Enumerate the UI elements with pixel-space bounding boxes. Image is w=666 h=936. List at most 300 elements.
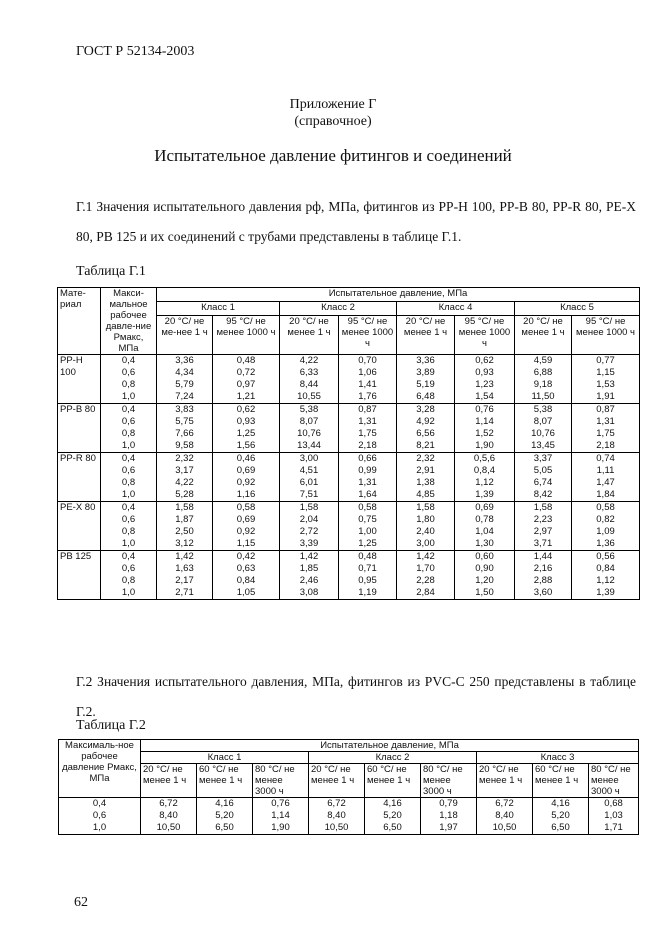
- condition-header: 60 °C/ не менее 1 ч: [365, 764, 421, 798]
- value-cell: [197, 798, 253, 835]
- cell-value: 6,74: [533, 477, 553, 488]
- cell-value: 0,66: [358, 453, 377, 464]
- value-cell: [280, 551, 339, 600]
- cell-value: 0,77: [596, 355, 615, 366]
- value-cell: [455, 551, 515, 600]
- cell-value: 1,21: [236, 391, 256, 402]
- cell-value: 0,87: [596, 404, 615, 415]
- cell-value: 1,64: [358, 489, 377, 500]
- cell-value: 1,58: [416, 502, 435, 513]
- cell-value: 0,4: [121, 502, 136, 513]
- value-cell: [253, 798, 309, 835]
- cell-value: 8,44: [299, 379, 319, 390]
- cell-value: 1,87: [175, 514, 194, 525]
- value-cell: [213, 453, 280, 502]
- material-header: Мате-риал: [58, 288, 101, 355]
- cell-value: 11,50: [531, 391, 555, 402]
- cell-value: 1,53: [596, 379, 615, 390]
- cell-value: 0,93: [236, 416, 256, 427]
- value-cell: [339, 502, 397, 551]
- value-cell: [397, 551, 455, 600]
- cell-value: 0,6: [121, 465, 136, 476]
- class-header: Класс 4: [397, 301, 515, 315]
- cell-value: 6,72: [327, 798, 346, 809]
- cell-value: 0,6: [121, 367, 136, 378]
- value-cell: [397, 453, 455, 502]
- cell-value: 1,31: [596, 416, 615, 427]
- cell-value: 8,07: [533, 416, 553, 427]
- cell-value: 0,92: [236, 526, 256, 537]
- document-code: ГОСТ Р 52134-2003: [76, 44, 195, 59]
- cell-value: 10,76: [297, 428, 321, 439]
- cell-value: 0,6: [92, 810, 107, 821]
- cell-value: 1,42: [416, 551, 435, 562]
- value-cell: [365, 798, 421, 835]
- material-cell: PP-R 80: [58, 453, 101, 502]
- value-cell: [455, 355, 515, 404]
- table-row: [58, 551, 640, 600]
- value-cell: [280, 502, 339, 551]
- cell-value: 1,90: [271, 822, 290, 833]
- class-header: Класс 3: [477, 752, 639, 764]
- cell-value: 1,97: [439, 822, 458, 833]
- cell-value: 1,39: [596, 587, 615, 598]
- cell-value: 0,58: [358, 502, 377, 513]
- value-cell: [572, 453, 640, 502]
- value-cell: [397, 502, 455, 551]
- value-cell: [515, 453, 572, 502]
- condition-header: 80 °C/ не менее 3000 ч: [421, 764, 477, 798]
- cell-value: 1,0: [92, 822, 107, 833]
- cell-value: 2,91: [416, 465, 435, 476]
- cell-value: 0,56: [596, 551, 615, 562]
- condition-header: 20 °C/ не менее 1 ч: [309, 764, 365, 798]
- cell-value: 3,60: [533, 587, 553, 598]
- value-cell: [477, 798, 533, 835]
- value-cell: [339, 355, 397, 404]
- cell-value: 1,30: [475, 538, 494, 549]
- cell-value: 0,97: [236, 379, 256, 390]
- cell-value: 0,69: [236, 465, 256, 476]
- cell-value: 3,37: [533, 453, 553, 464]
- condition-header: 95 °C/ не менее 1000 ч: [339, 315, 397, 354]
- condition-header: 95 °C/ не менее 1000 ч: [213, 315, 280, 354]
- cell-value: 0,74: [596, 453, 615, 464]
- cell-value: 0,78: [475, 514, 494, 525]
- value-cell: [455, 502, 515, 551]
- appendix-title: Приложение Г: [289, 97, 377, 112]
- cell-value: 8,42: [533, 489, 553, 500]
- cell-value: 0,69: [236, 514, 256, 525]
- cell-value: 3,28: [416, 404, 435, 415]
- cell-value: 2,88: [533, 575, 553, 586]
- value-cell: [589, 798, 639, 835]
- pmax-header: Макси-мальное рабочее давле-ние Рмакс, МПа: [101, 288, 157, 355]
- cell-value: 0,6: [121, 563, 136, 574]
- cell-value: 0,8: [121, 477, 136, 488]
- cell-value: 3,12: [175, 538, 194, 549]
- value-cell: [309, 798, 365, 835]
- cell-value: 2,32: [416, 453, 435, 464]
- cell-value: 1,75: [358, 428, 377, 439]
- cell-value: 6,50: [383, 822, 402, 833]
- cell-value: 0,4: [121, 453, 136, 464]
- cell-value: 10,50: [492, 822, 517, 833]
- value-cell: [515, 502, 572, 551]
- cell-value: 0,4: [121, 551, 136, 562]
- cell-value: 1,15: [236, 538, 256, 549]
- cell-value: 8,21: [416, 440, 435, 451]
- condition-header: 60 °C/ не менее 1 ч: [533, 764, 589, 798]
- value-cell: [339, 453, 397, 502]
- value-cell: [572, 502, 640, 551]
- cell-value: 1,52: [475, 428, 494, 439]
- cell-value: 8,40: [495, 810, 514, 821]
- cell-value: 6,01: [299, 477, 319, 488]
- cell-value: 1,20: [475, 575, 494, 586]
- value-cell: [280, 453, 339, 502]
- value-cell: [213, 502, 280, 551]
- condition-header: 20 °C/ не ме-нее 1 ч: [157, 315, 213, 354]
- cell-value: 3,89: [416, 367, 435, 378]
- value-cell: [572, 355, 640, 404]
- cell-value: 2,18: [358, 440, 377, 451]
- cell-value: 7,66: [175, 428, 194, 439]
- table-g1: [57, 287, 640, 600]
- cell-value: 3,00: [416, 538, 435, 549]
- cell-value: 0,58: [236, 502, 256, 513]
- cell-value: 5,20: [551, 810, 570, 821]
- condition-header: 20 °C/ не менее 1 ч: [477, 764, 533, 798]
- class-header: Класс 1: [157, 301, 280, 315]
- value-cell: [213, 551, 280, 600]
- condition-header: 95 °C/ не менее 1000 ч: [572, 315, 640, 354]
- cell-value: 5,20: [215, 810, 234, 821]
- cell-value: 1,12: [596, 575, 615, 586]
- cell-value: 13,44: [297, 440, 321, 451]
- table-row: [58, 404, 640, 453]
- cell-value: 1,0: [121, 538, 136, 549]
- cell-value: 0,84: [236, 575, 256, 586]
- cell-value: 1,18: [439, 810, 458, 821]
- table-row: [58, 502, 640, 551]
- cell-value: 7,51: [299, 489, 319, 500]
- cell-value: 13,45: [531, 440, 555, 451]
- value-cell: [280, 355, 339, 404]
- value-cell: [157, 551, 213, 600]
- cell-value: 0,8: [121, 379, 136, 390]
- cell-value: 5,28: [175, 489, 194, 500]
- cell-value: 1,25: [358, 538, 377, 549]
- cell-value: 10,50: [156, 822, 181, 833]
- material-cell: PP-B 80: [58, 404, 101, 453]
- cell-value: 1,14: [271, 810, 290, 821]
- value-cell: [397, 404, 455, 453]
- cell-value: 1,38: [416, 477, 435, 488]
- cell-value: 4,59: [533, 355, 553, 366]
- condition-header: 60 °C/ не менее 1 ч: [197, 764, 253, 798]
- cell-value: 3,71: [533, 538, 553, 549]
- cell-value: 2,23: [533, 514, 553, 525]
- cell-value: 8,40: [327, 810, 346, 821]
- value-cell: [339, 404, 397, 453]
- pmax-header: Максималь-ное рабочее давление Рмакс, МПа: [59, 740, 141, 798]
- cell-value: 6,50: [551, 822, 570, 833]
- value-cell: [157, 502, 213, 551]
- cell-value: 0,76: [475, 404, 494, 415]
- cell-value: 1,12: [475, 477, 494, 488]
- cell-value: 2,17: [175, 575, 194, 586]
- cell-value: 0,62: [236, 404, 256, 415]
- cell-value: 5,75: [175, 416, 194, 427]
- condition-header: 20 °C/ не менее 1 ч: [397, 315, 455, 354]
- cell-value: 0,93: [475, 367, 494, 378]
- value-cell: [339, 551, 397, 600]
- cell-value: 1,70: [416, 563, 435, 574]
- cell-value: 1,91: [596, 391, 615, 402]
- value-cell: [572, 404, 640, 453]
- cell-value: 0,84: [596, 563, 615, 574]
- cell-value: 5,19: [416, 379, 435, 390]
- cell-value: 2,72: [299, 526, 319, 537]
- cell-value: 1,31: [358, 416, 377, 427]
- cell-value: 3,39: [299, 538, 319, 549]
- cell-value: 2,97: [533, 526, 553, 537]
- cell-value: 1,41: [358, 379, 377, 390]
- cell-value: 1,44: [533, 551, 553, 562]
- test-pressure-header: Испытательное давление, МПа: [157, 288, 640, 302]
- cell-value: 0,8,4: [473, 465, 496, 476]
- cell-value: 4,16: [383, 798, 402, 809]
- value-cell: [572, 551, 640, 600]
- cell-value: 0,75: [358, 514, 377, 525]
- cell-value: 1,0: [121, 391, 136, 402]
- cell-value: 0,82: [596, 514, 615, 525]
- cell-value: 10,50: [324, 822, 349, 833]
- cell-value: 3,08: [299, 587, 319, 598]
- cell-value: 0,58: [596, 502, 615, 513]
- cell-value: 6,50: [215, 822, 234, 833]
- condition-header: 20 °C/ не менее 1 ч: [141, 764, 197, 798]
- cell-value: 2,28: [416, 575, 435, 586]
- value-cell: [141, 798, 197, 835]
- cell-value: 0,8: [121, 575, 136, 586]
- value-cell: [157, 355, 213, 404]
- cell-value: 4,51: [299, 465, 319, 476]
- cell-value: 1,85: [299, 563, 319, 574]
- cell-value: 10,76: [531, 428, 555, 439]
- class-header: Класс 5: [515, 301, 640, 315]
- appendix-subtitle: (справочное): [294, 114, 372, 129]
- cell-value: 0,92: [236, 477, 256, 488]
- table2-caption: Таблица Г.2: [76, 718, 146, 733]
- cell-value: 1,71: [604, 822, 623, 833]
- cell-value: 3,00: [299, 453, 319, 464]
- cell-value: 0,72: [236, 367, 256, 378]
- cell-value: 0,4: [121, 355, 136, 366]
- cell-value: 0,4: [121, 404, 136, 415]
- cell-value: 1,75: [596, 428, 615, 439]
- cell-value: 4,34: [175, 367, 194, 378]
- cell-value: 1,36: [596, 538, 615, 549]
- cell-value: 1,03: [604, 810, 623, 821]
- cell-value: 4,16: [215, 798, 234, 809]
- cell-value: 1,58: [175, 502, 194, 513]
- cell-value: 1,00: [358, 526, 377, 537]
- cell-value: 1,11: [596, 465, 615, 476]
- cell-value: 0,76: [271, 798, 290, 809]
- pmax-cell: [59, 798, 141, 835]
- cell-value: 1,58: [533, 502, 553, 513]
- appendix-heading: [0, 96, 666, 130]
- value-cell: [515, 551, 572, 600]
- cell-value: 1,0: [121, 489, 136, 500]
- cell-value: 2,84: [416, 587, 435, 598]
- value-cell: [455, 453, 515, 502]
- cell-value: 10,55: [297, 391, 321, 402]
- cell-value: 9,58: [175, 440, 194, 451]
- cell-value: 0,68: [604, 798, 623, 809]
- material-cell: PE-X 80: [58, 502, 101, 551]
- cell-value: 1,31: [358, 477, 377, 488]
- cell-value: 1,0: [121, 440, 136, 451]
- cell-value: 2,46: [299, 575, 319, 586]
- cell-value: 1,42: [299, 551, 319, 562]
- cell-value: 9,18: [533, 379, 553, 390]
- cell-value: 0,8: [121, 526, 136, 537]
- cell-value: 1,39: [475, 489, 494, 500]
- value-cell: [515, 355, 572, 404]
- cell-value: 0,48: [358, 551, 377, 562]
- cell-value: 1,14: [475, 416, 494, 427]
- cell-value: 6,56: [416, 428, 435, 439]
- cell-value: 0,69: [475, 502, 494, 513]
- cell-value: 4,92: [416, 416, 435, 427]
- cell-value: 5,20: [383, 810, 402, 821]
- cell-value: 0,95: [358, 575, 377, 586]
- cell-value: 6,33: [299, 367, 319, 378]
- value-cell: [397, 355, 455, 404]
- paragraph-g2: Г.2 Значения испытательного давления, МПа, фитингов из PVC-C 250 представлены в таблице Г.2.: [76, 674, 636, 719]
- cell-value: 1,54: [475, 391, 494, 402]
- cell-value: 3,36: [175, 355, 194, 366]
- cell-value: 0,6: [121, 416, 136, 427]
- pmax-cell: [101, 355, 157, 404]
- condition-header: 95 °C/ не менее 1000 ч: [455, 315, 515, 354]
- cell-value: 2,04: [299, 514, 319, 525]
- table-g2: [58, 739, 639, 835]
- cell-value: 1,56: [236, 440, 256, 451]
- cell-value: 2,40: [416, 526, 435, 537]
- value-cell: [533, 798, 589, 835]
- cell-value: 5,05: [533, 465, 553, 476]
- cell-value: 1,42: [175, 551, 194, 562]
- value-cell: [421, 798, 477, 835]
- value-cell: [157, 453, 213, 502]
- condition-header: 20 °C/ не менее 1 ч: [515, 315, 572, 354]
- cell-value: 4,22: [175, 477, 194, 488]
- value-cell: [157, 404, 213, 453]
- cell-value: 1,25: [236, 428, 256, 439]
- page-title: Испытательное давление фитингов и соединений: [154, 146, 512, 165]
- cell-value: 1,80: [416, 514, 435, 525]
- cell-value: 0,71: [358, 563, 377, 574]
- cell-value: 6,48: [416, 391, 435, 402]
- cell-value: 1,63: [175, 563, 194, 574]
- cell-value: 0,70: [358, 355, 377, 366]
- cell-value: 5,38: [299, 404, 319, 415]
- table1-caption: Таблица Г.1: [76, 264, 146, 279]
- value-cell: [213, 404, 280, 453]
- class-header: Класс 2: [309, 752, 477, 764]
- cell-value: 2,71: [175, 587, 194, 598]
- cell-value: 5,38: [533, 404, 553, 415]
- cell-value: 3,36: [416, 355, 435, 366]
- condition-header: 20 °C/ не менее 1 ч: [280, 315, 339, 354]
- table-row: [59, 798, 639, 835]
- class-header: Класс 2: [280, 301, 397, 315]
- cell-value: 1,50: [475, 587, 494, 598]
- material-cell: PP-H 100: [58, 355, 101, 404]
- value-cell: [455, 404, 515, 453]
- cell-value: 1,58: [299, 502, 319, 513]
- paragraph-g1: Г.1 Значения испытательного давления рф, МПа, фитингов из PP-H 100, PP-B 80, PP-R 80, PE-X 80, PB 125 и их соединений с трубами представлены в таблице Г.1.: [76, 199, 636, 244]
- cell-value: 1,05: [236, 587, 256, 598]
- cell-value: 6,88: [533, 367, 553, 378]
- cell-value: 1,47: [596, 477, 615, 488]
- cell-value: 0,99: [358, 465, 377, 476]
- cell-value: 1,23: [475, 379, 494, 390]
- page-number: 62: [74, 895, 88, 910]
- cell-value: 6,72: [159, 798, 178, 809]
- cell-value: 0,62: [475, 355, 494, 366]
- cell-value: 5,79: [175, 379, 194, 390]
- cell-value: 7,24: [175, 391, 194, 402]
- cell-value: 0,90: [475, 563, 494, 574]
- class-header: Класс 1: [141, 752, 309, 764]
- cell-value: 1,06: [358, 367, 377, 378]
- cell-value: 2,18: [596, 440, 615, 451]
- cell-value: 4,85: [416, 489, 435, 500]
- table-row: [58, 453, 640, 502]
- cell-value: 0,63: [236, 563, 256, 574]
- cell-value: 1,16: [236, 489, 256, 500]
- value-cell: [213, 355, 280, 404]
- cell-value: 6,72: [495, 798, 514, 809]
- value-cell: [280, 404, 339, 453]
- cell-value: 0,79: [439, 798, 458, 809]
- pmax-cell: [101, 453, 157, 502]
- cell-value: 0,46: [236, 453, 256, 464]
- cell-value: 4,16: [551, 798, 570, 809]
- cell-value: 1,04: [475, 526, 494, 537]
- cell-value: 2,32: [175, 453, 194, 464]
- cell-value: 0,87: [358, 404, 377, 415]
- cell-value: 1,15: [596, 367, 615, 378]
- table-row: [58, 355, 640, 404]
- cell-value: 0,5,6: [473, 453, 496, 464]
- condition-header: 80 °C/ не менее 3000 ч: [589, 764, 639, 798]
- pmax-cell: [101, 404, 157, 453]
- cell-value: 8,07: [299, 416, 319, 427]
- cell-value: 0,48: [236, 355, 256, 366]
- cell-value: 1,09: [596, 526, 615, 537]
- cell-value: 0,60: [475, 551, 494, 562]
- cell-value: 0,8: [121, 428, 136, 439]
- cell-value: 2,16: [533, 563, 553, 574]
- cell-value: 2,50: [175, 526, 194, 537]
- cell-value: 1,76: [358, 391, 377, 402]
